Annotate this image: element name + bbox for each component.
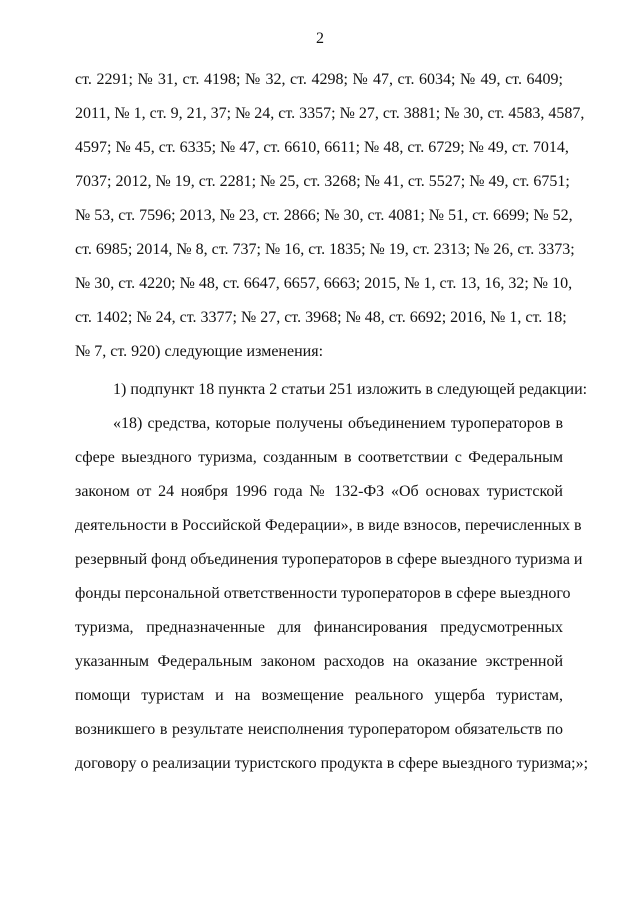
text-line: туризма, предназначенные для финансирования предусмотренных bbox=[75, 619, 563, 636]
text-line: помощи туристам и на возмещение реального ущерба туристам, bbox=[75, 687, 563, 704]
text-line: «18) средства, которые получены объединением туроператоров в bbox=[113, 415, 563, 432]
text-line: возникшего в результате неисполнения туроператором обязательств по bbox=[75, 721, 563, 738]
text-line: ст. 6985; 2014, № 8, ст. 737; № 16, ст. 1835; № 19, ст. 2313; № 26, ст. 3373; bbox=[75, 241, 575, 258]
text-line: № 30, ст. 4220; № 48, ст. 6647, 6657, 6663; 2015, № 1, ст. 13, 16, 32; № 10, bbox=[75, 275, 573, 292]
list-item-heading: 1) подпункт 18 пункта 2 статьи 251 изложить в следующей редакции: bbox=[113, 381, 588, 398]
text-line: деятельности в Российской Федерации», в виде взносов, перечисленных в bbox=[75, 517, 582, 534]
text-line: № 53, ст. 7596; 2013, № 23, ст. 2866; № 30, ст. 4081; № 51, ст. 6699; № 52, bbox=[75, 207, 573, 224]
text-line: законом от 24 ноября 1996 года № 132-ФЗ «Об основах туристской bbox=[75, 483, 563, 500]
text-line: 4597; № 45, ст. 6335; № 47, ст. 6610, 6611; № 48, ст. 6729; № 49, ст. 7014, bbox=[75, 139, 569, 156]
text-line: сфере выездного туризма, созданным в соответствии с Федеральным bbox=[75, 449, 563, 466]
text-line: резервный фонд объединения туроператоров в сфере выездного туризма и bbox=[75, 551, 583, 568]
text-line: 7037; 2012, № 19, ст. 2281; № 25, ст. 3268; № 41, ст. 5527; № 49, ст. 6751; bbox=[75, 173, 570, 190]
text-line: ст. 1402; № 24, ст. 3377; № 27, ст. 3968; № 48, ст. 6692; 2016, № 1, ст. 18; bbox=[75, 309, 567, 326]
text-line: № 7, ст. 920) следующие изменения: bbox=[75, 343, 324, 360]
text-line: договору о реализации туристского продукта в сфере выездного туризма;»; bbox=[75, 755, 589, 772]
text-line: ст. 2291; № 31, ст. 4198; № 32, ст. 4298; № 47, ст. 6034; № 49, ст. 6409; bbox=[75, 71, 563, 88]
text-line: указанным Федеральным законом расходов на оказание экстренной bbox=[75, 653, 563, 670]
text-line: фонды персональной ответственности туроператоров в сфере выездного bbox=[75, 585, 571, 602]
page-number: 2 bbox=[316, 30, 324, 47]
text-line: 2011, № 1, ст. 9, 21, 37; № 24, ст. 3357; № 27, ст. 3881; № 30, ст. 4583, 4587, bbox=[75, 105, 585, 122]
